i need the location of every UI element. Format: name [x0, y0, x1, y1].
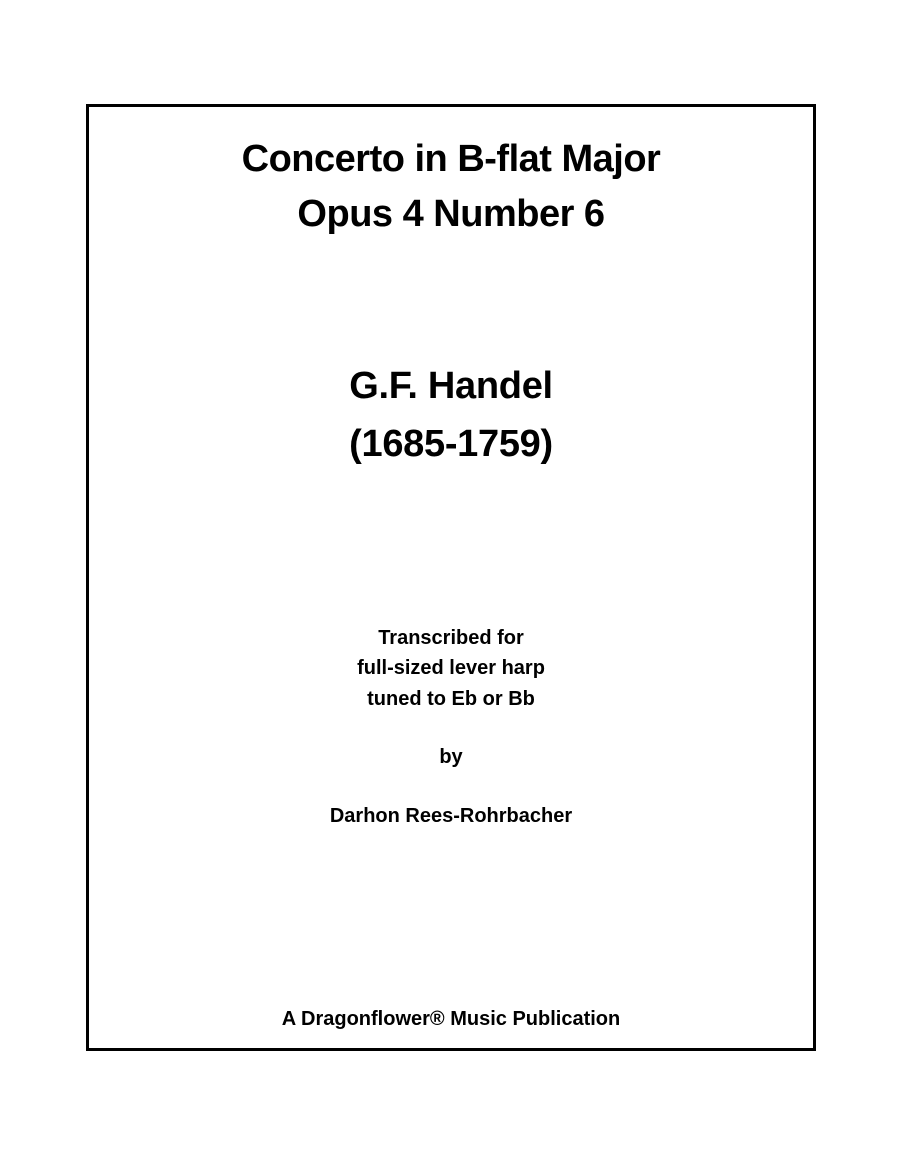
transcription-line-2: full-sized lever harp — [357, 657, 545, 679]
transcription-line-1: Transcribed for — [378, 627, 524, 649]
title-line-2: Opus 4 Number 6 — [297, 193, 605, 235]
page-border-frame — [86, 104, 816, 1051]
composer-dates: (1685-1759) — [349, 423, 553, 465]
arranger-name: Darhon Rees-Rohrbacher — [329, 805, 573, 827]
composer-name: G.F. Handel — [349, 365, 553, 407]
publisher-line: A Dragonflower® Music Publication — [281, 1008, 621, 1030]
by-label: by — [439, 746, 463, 768]
title-line-1: Concerto in B-flat Major — [241, 138, 661, 180]
transcription-line-3: tuned to Eb or Bb — [367, 688, 535, 710]
